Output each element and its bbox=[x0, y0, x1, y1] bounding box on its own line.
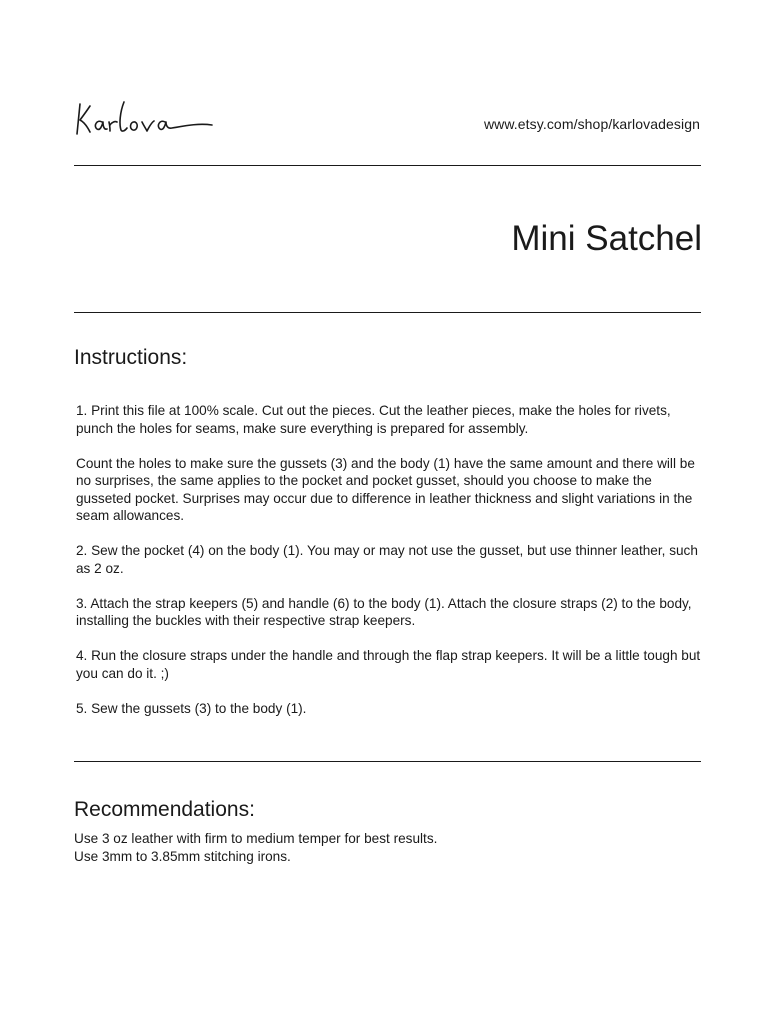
instruction-step-1: 1. Print this file at 100% scale. Cut out the pieces. Cut the leather pieces, make the holes for rivets, punch the holes for seams, make sure everything is prepared for assembly. bbox=[76, 403, 671, 436]
divider-title bbox=[74, 312, 701, 313]
divider-top bbox=[74, 165, 701, 166]
instruction-step-5: 5. Sew the gussets (3) to the body (1). bbox=[76, 700, 307, 716]
shop-url: www.etsy.com/shop/karlovadesign bbox=[483, 116, 700, 132]
recommendation-leather: Use 3 oz leather with firm to medium temper for best results. bbox=[74, 831, 438, 846]
page-title: Mini Satchel bbox=[511, 219, 702, 258]
instructions-body bbox=[76, 402, 706, 735]
recommendations-body bbox=[74, 830, 704, 865]
instruction-step-4: 4. Run the closure straps under the handle and through the flap strap keepers. It will be a little tough but you can do it. ;) bbox=[76, 648, 701, 681]
divider-instructions bbox=[74, 761, 701, 762]
recommendations-heading: Recommendations: bbox=[74, 798, 255, 821]
karlova-logo bbox=[74, 96, 214, 144]
instruction-step-3: 3. Attach the strap keepers (5) and handle (6) to the body (1). Attach the closure straps (2) to the body, installing the buckles with their respective strap keepers. bbox=[76, 595, 692, 628]
recommendation-irons: Use 3mm to 3.85mm stitching irons. bbox=[74, 848, 291, 864]
instructions-heading: Instructions: bbox=[74, 346, 188, 369]
instruction-step-2: 2. Sew the pocket (4) on the body (1). You may or may not use the gusset, but use thinner leather, such as 2 oz. bbox=[76, 543, 698, 576]
instruction-hole-count-note: Count the holes to make sure the gussets (3) and the body (1) have the same amount and there will be no surprises, the same applies to the pocket and pocket gusset, should you choose to make the gusseted pocket. Surprises may occur due to difference in leather thickness and slight variations in the seam allowances. bbox=[76, 455, 695, 523]
